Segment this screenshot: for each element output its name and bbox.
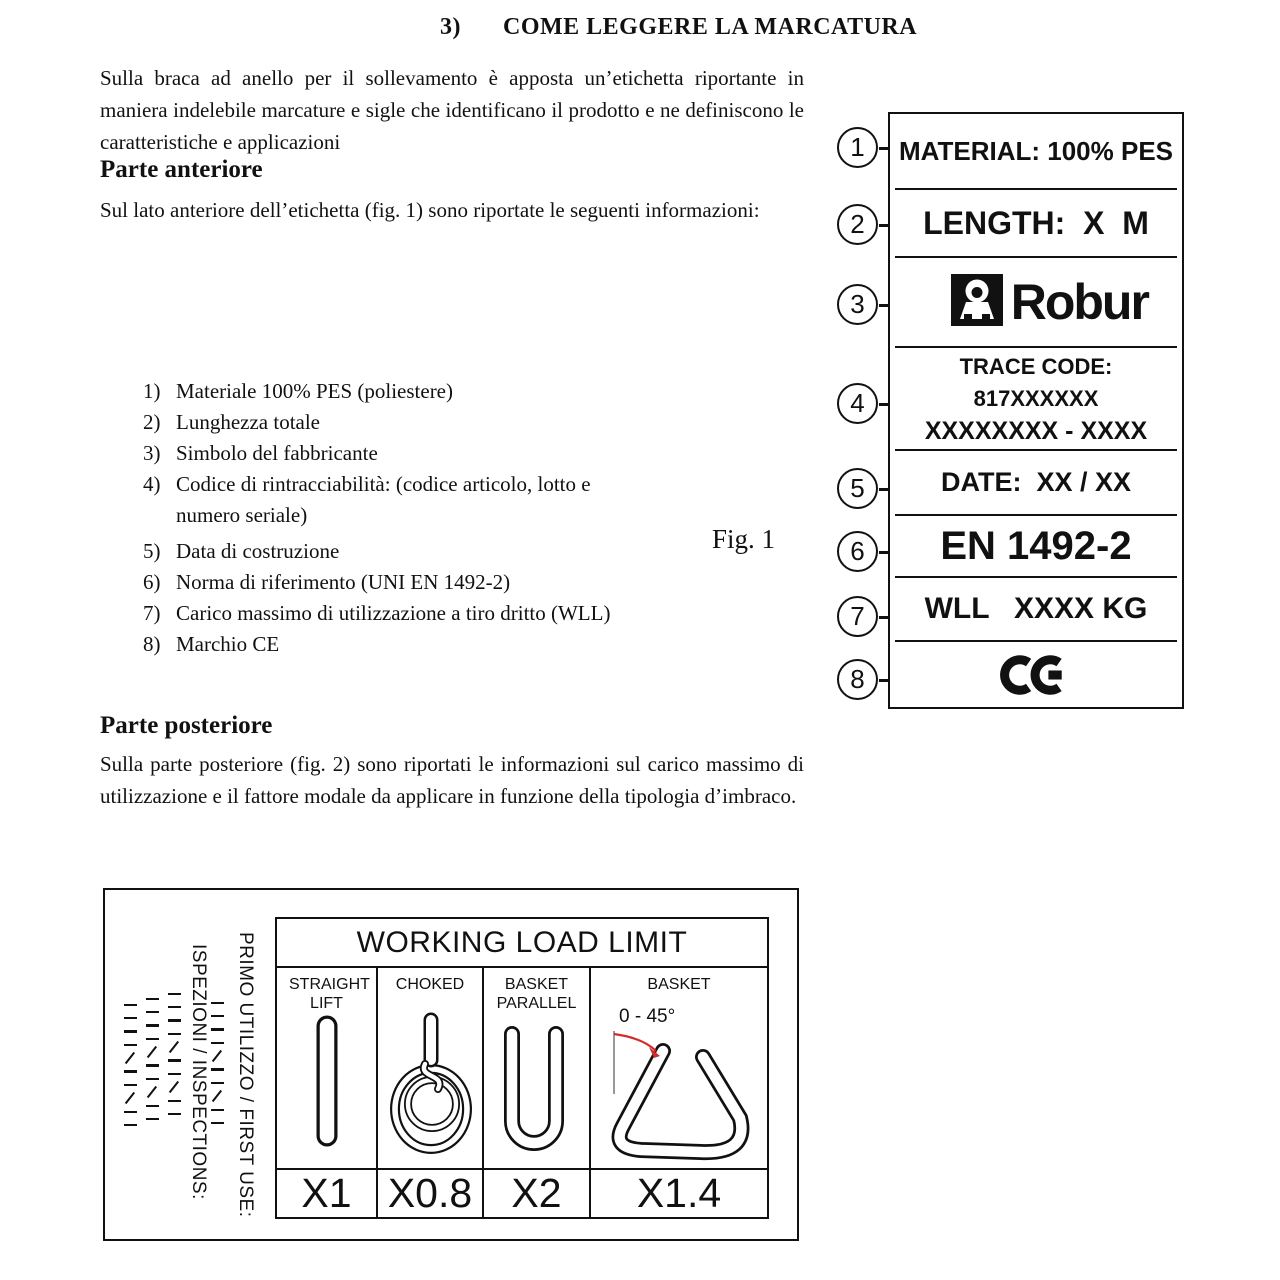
sling-label-figure [888, 112, 1184, 709]
list-item: 3) Simbolo del fabbricante [143, 441, 378, 465]
column-header: CHOKED [395, 976, 465, 993]
list-item: 5) Data di costruzione [143, 539, 340, 563]
callout-4: 4 [837, 383, 878, 424]
wll-table [275, 917, 769, 1219]
list-item: 4) Codice di rintracciabilità: (codice articolo, lotto e numero seriale) [143, 472, 591, 527]
front-side-heading: Parte anteriore [100, 156, 263, 183]
factor-value: X0.8 [378, 1170, 484, 1217]
callout-2: 2 [837, 204, 878, 245]
label-length-row: LENGTH: X M [923, 204, 1149, 241]
back-side-paragraph: Sulla parte posteriore (fig. 2) sono riportati le informazioni sul carico massimo di utilizzazione e il fattore modale da applicare in funzione della tipologia d’imbraco. [100, 752, 804, 808]
brand-name: Robur [1010, 274, 1148, 330]
wll-factors-row [277, 1170, 767, 1217]
list-item: 6) Norma di riferimento (UNI EN 1492-2) [143, 570, 511, 594]
basket-sling-icon [591, 968, 767, 1168]
inspection-date-line [145, 992, 159, 1126]
working-load-limit-figure [103, 888, 799, 1241]
callout-1: 1 [837, 127, 878, 168]
choked-cell [378, 968, 484, 1168]
back-side-heading: Parte posteriore [100, 712, 273, 739]
trace-code-value1: 817XXXXXX [973, 385, 1099, 411]
trace-code-title: TRACE CODE: [959, 353, 1113, 379]
factor-value: X1.4 [636, 1170, 722, 1216]
front-side-paragraph: Sul lato anteriore dell’etichetta (fig. 1) sono riportate le seguenti informazioni: [100, 198, 760, 222]
straight-lift-cell [277, 968, 378, 1168]
column-header: BASKET PARALLEL [496, 976, 577, 1012]
basket-parallel-cell [484, 968, 591, 1168]
callout-8: 8 [837, 659, 878, 700]
angle-note: 0 - 45° [619, 1006, 676, 1027]
robur-logo-icon [924, 256, 1003, 349]
label-standard-row: EN 1492-2 [940, 523, 1132, 568]
list-item: 8) Marchio CE [143, 632, 280, 656]
callout-3: 3 [837, 284, 878, 325]
inspection-date-line [167, 987, 181, 1121]
first-use-date-line [210, 996, 224, 1130]
column-header: STRAIGHT LIFT [289, 976, 370, 1012]
list-item: 7) Carico massimo di utilizzazione a tiro dritto (WLL) [143, 601, 611, 625]
inspection-date-line [123, 998, 137, 1132]
inspections-label: ISPEZIONI / INSPECTIONS: [188, 944, 209, 1200]
marking-items-list [143, 376, 743, 660]
basket-cell [591, 968, 767, 1168]
callout-6: 6 [837, 531, 878, 572]
intro-paragraph: Sulla braca ad anello per il sollevamento è apposta un’etichetta riportante in maniera indelebile marcature e sigle che identificano il prodotto e ne definiscono le caratteristiche e applicazioni [100, 66, 804, 154]
callout-5: 5 [837, 468, 878, 509]
label-material-row: MATERIAL: 100% PES [898, 135, 1173, 166]
factor-value: X1 [277, 1170, 378, 1217]
list-item: 2) Lunghezza totale [143, 410, 321, 434]
section-title-text: COME LEGGERE LA MARCATURA [503, 14, 918, 40]
callout-7: 7 [837, 596, 878, 637]
list-item: 1) Materiale 100% PES (poliestere) [143, 379, 453, 403]
trace-code-value2: XXXXXXXX - XXXX [924, 416, 1148, 445]
label-brand-row [890, 258, 1182, 346]
first-use-label: PRIMO UTILIZZO / FIRST USE: [235, 932, 256, 1218]
label-wll-row: WLL XXXX KG [924, 592, 1148, 625]
section-title [440, 14, 917, 41]
section-number: 3) [440, 14, 461, 40]
column-header: BASKET [647, 976, 711, 993]
choked-sling-icon [378, 968, 482, 1168]
wll-table-body [277, 968, 767, 1170]
figure1-caption: Fig. 1 [712, 524, 776, 554]
label-trace-row [890, 348, 1182, 449]
label-date-row: DATE: XX / XX [940, 467, 1132, 497]
ce-mark-icon [890, 642, 1182, 707]
factor-value: X2 [484, 1170, 591, 1217]
wll-table-title: WORKING LOAD LIMIT [277, 919, 767, 968]
